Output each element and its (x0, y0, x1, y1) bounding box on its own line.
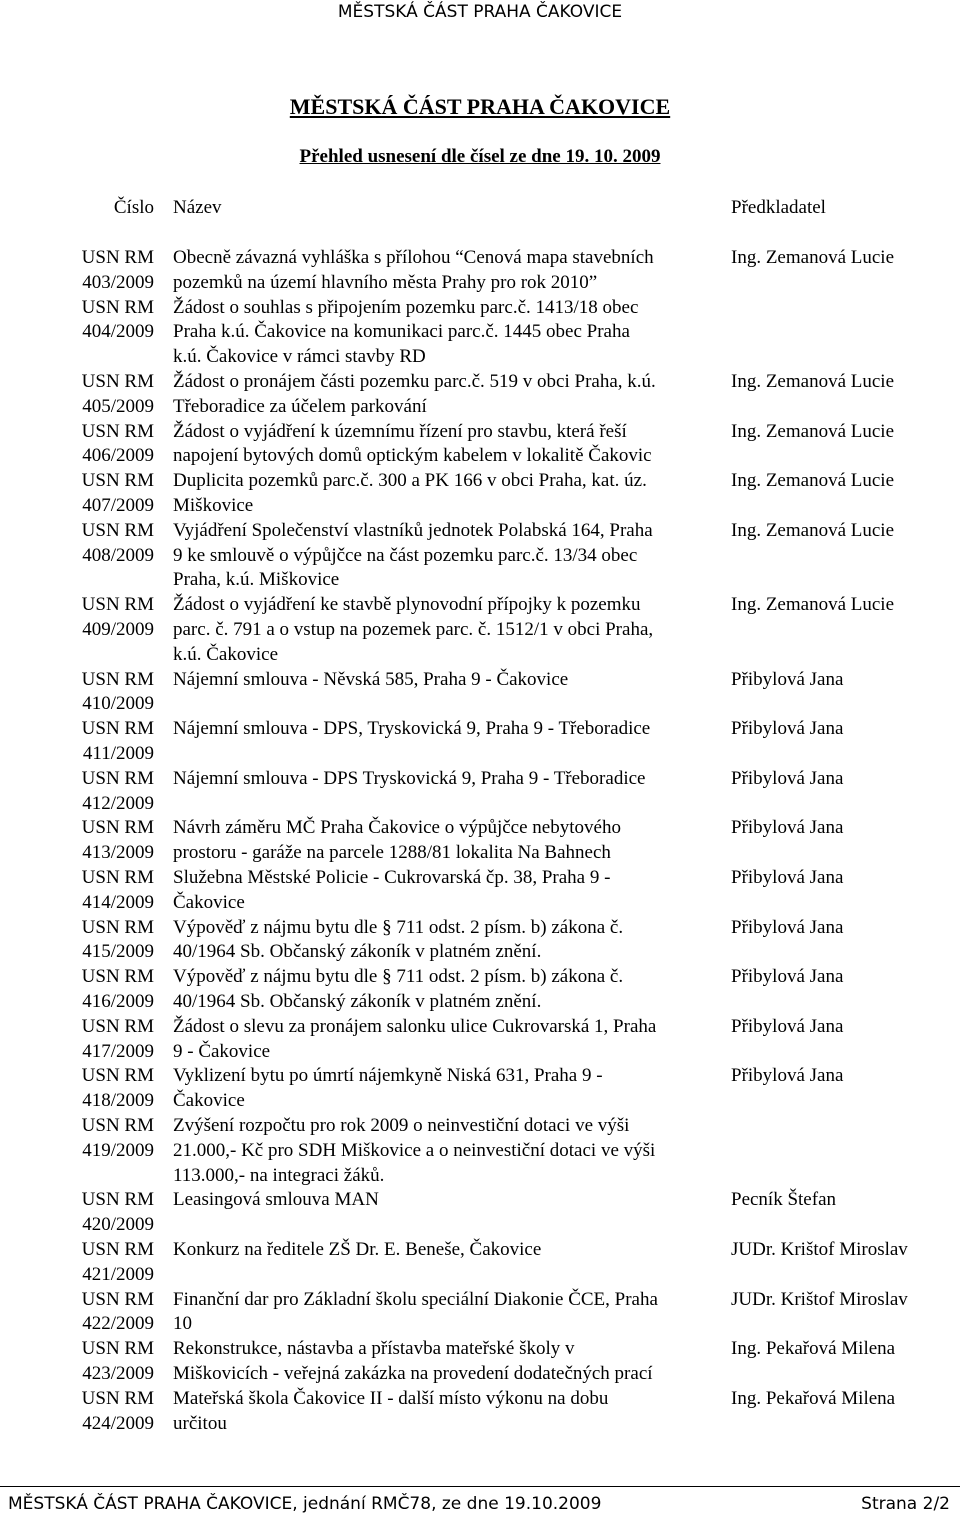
resolution-title (173, 296, 729, 370)
resolution-number (34, 1337, 154, 1387)
resolution-number-line: 422/2009 (82, 1313, 154, 1335)
resolution-title (173, 816, 729, 866)
resolution-title (173, 1238, 729, 1263)
resolution-number-line: USN RM (81, 817, 154, 839)
resolution-title-line: napojení bytových domů optickým kabelem v lokalitě Čakovic (173, 445, 652, 467)
resolution-title-line: Čakovice (173, 1090, 245, 1112)
resolution-title (173, 1064, 729, 1114)
resolution-presenter: Ing. Zemanová Lucie (731, 470, 895, 492)
resolution-title-line: 10 (173, 1313, 192, 1335)
resolution-title-line: určitou (173, 1412, 227, 1434)
resolution-title (173, 1114, 729, 1188)
resolution-title-line: k.ú. Čakovice (173, 643, 279, 665)
resolution-presenter: Přibylová Jana (731, 867, 844, 888)
resolution-number-line: USN RM (81, 420, 154, 442)
resolution-presenter: Ing. Zemanová Lucie (731, 371, 895, 392)
resolution-title-line: Vyjádření Společenství vlastníků jednotek Polabská 164, Praha (173, 519, 653, 541)
resolution-number (34, 816, 154, 866)
resolution-number (34, 469, 154, 519)
resolution-number-line: USN RM (81, 1015, 154, 1037)
footer-left: MĚSTSKÁ ČÁST PRAHA ČAKOVICE, jednání RMČ78, ze dne 19.10.2009 (8, 1494, 602, 1514)
resolution-number-line: USN RM (81, 1338, 154, 1360)
resolution-title-line: Rekonstrukce, nástavba a přístavba mateřské školy v (173, 1338, 575, 1360)
resolution-title-line: 9 - Čakovice (173, 1040, 271, 1062)
resolution-number-line: USN RM (81, 470, 154, 492)
resolution-number-line: 404/2009 (82, 321, 154, 343)
column-header-presenter: Předkladatel (731, 197, 826, 218)
resolution-presenter: Ing. Zemanová Lucie (731, 594, 895, 616)
resolution-presenter: Pecník Štefan (731, 1189, 837, 1211)
resolution-presenter: Přibylová Jana (731, 1015, 844, 1037)
resolution-title-line: Žádost o slevu za pronájem salonku ulice Cukrovarská 1, Praha (173, 1015, 657, 1037)
resolution-number-line: 408/2009 (82, 544, 154, 566)
resolution-number (34, 866, 154, 916)
resolution-title-line: Nájemní smlouva - DPS, Tryskovická 9, Praha 9 - Třeboradice (173, 718, 651, 740)
resolution-title (173, 668, 729, 693)
resolution-number (34, 1114, 154, 1164)
resolution-title-line: 113.000,- na integraci žáků. (173, 1164, 385, 1186)
resolution-number-line: USN RM (81, 594, 154, 616)
resolution-presenter: Přibylová Jana (731, 718, 844, 740)
resolution-title-line: Výpověď z nájmu bytu dle § 711 odst. 2 písm. b) zákona č. (173, 916, 624, 938)
resolution-title (173, 717, 729, 742)
resolution-title-line: Žádost o vyjádření k územnímu řízení pro stavbu, která řeší (173, 420, 627, 442)
resolution-presenter: Přibylová Jana (731, 767, 844, 789)
resolution-title (173, 469, 729, 519)
resolution-number-line: USN RM (81, 247, 154, 268)
resolution-number-line: 411/2009 (82, 742, 154, 764)
resolution-title-line: Obecně závazná vyhláška s přílohou “Cenová mapa stavebních (173, 247, 654, 268)
resolution-title (173, 866, 729, 916)
resolution-title-line: prostoru - garáže na parcele 1288/81 lokalita Na Bahnech (173, 842, 611, 864)
column-header-number: Číslo (113, 197, 154, 218)
resolution-title-line: parc. č. 791 a o vstup na pozemek parc. č. 1512/1 v obci Praha, (173, 618, 654, 640)
resolution-number-line: USN RM (81, 668, 154, 690)
resolution-number-line: USN RM (81, 296, 154, 318)
resolution-number (34, 370, 154, 420)
resolution-number-line: 418/2009 (82, 1090, 154, 1112)
resolution-title-line: Žádost o vyjádření ke stavbě plynovodní přípojky k pozemku (173, 594, 641, 616)
resolution-title-line: 9 ke smlouvě o výpůjčce na část pozemku parc.č. 13/34 obec (173, 544, 638, 566)
resolution-title-line: Konkurz na ředitele ZŠ Dr. E. Beneše, Čakovice (173, 1239, 542, 1260)
resolution-title (173, 420, 729, 470)
resolution-title-line: Služebna Městské Policie - Cukrovarská čp. 38, Praha 9 - (173, 867, 611, 888)
resolution-title-line: Finanční dar pro Základní školu speciální Diakonie ČCE, Praha (173, 1288, 658, 1310)
resolution-title (173, 1015, 729, 1065)
resolution-presenter: Přibylová Jana (731, 668, 844, 690)
resolution-presenter: Ing. Zemanová Lucie (731, 247, 895, 268)
resolution-title-line: Duplicita pozemků parc.č. 300 a PK 166 v obci Praha, kat. úz. (173, 470, 647, 492)
resolution-title-line: Miškovicích - veřejná zakázka na provedení dodatečných prací (173, 1362, 653, 1384)
resolution-presenter: Ing. Pekařová Milena (731, 1387, 896, 1409)
resolution-title (173, 1188, 729, 1213)
resolution-title-line: Vyklizení bytu po úmrtí nájemkyně Niská 631, Praha 9 - (173, 1065, 603, 1087)
resolution-number-line: 417/2009 (82, 1040, 154, 1062)
resolution-title-line: pozemků na území hlavního města Prahy pro rok 2010” (173, 271, 598, 293)
resolution-title-line: Návrh záměru MČ Praha Čakovice o výpůjčce nebytového (173, 817, 621, 839)
resolution-number-line: 414/2009 (82, 891, 154, 913)
resolution-title (173, 519, 729, 593)
resolution-title-line: k.ú. Čakovice v rámci stavby RD (173, 346, 426, 368)
resolution-presenter: Ing. Zemanová Lucie (731, 519, 895, 541)
resolution-title (173, 1288, 729, 1338)
resolution-number (34, 1064, 154, 1114)
resolution-presenter: Přibylová Jana (731, 966, 844, 988)
resolution-title-line: Výpověď z nájmu bytu dle § 711 odst. 2 písm. b) zákona č. (173, 966, 624, 988)
resolution-number-line: USN RM (81, 1115, 154, 1136)
resolution-number-line: USN RM (81, 916, 154, 938)
resolution-number-line: 412/2009 (82, 792, 154, 814)
resolution-number-line: USN RM (81, 1189, 154, 1211)
resolution-number-line: 403/2009 (82, 271, 154, 293)
footer-page-number: Strana 2/2 (861, 1494, 950, 1514)
resolution-title (173, 965, 729, 1015)
resolution-number (34, 1387, 154, 1437)
resolution-title-line: Praha k.ú. Čakovice na komunikaci parc.č. 1445 obec Praha (173, 321, 630, 343)
resolution-number-line: 407/2009 (82, 494, 154, 516)
resolution-number (34, 1238, 154, 1288)
resolution-number-line: 423/2009 (82, 1362, 154, 1384)
resolution-title (173, 246, 729, 296)
resolution-title-line: 40/1964 Sb. Občanský zákoník v platném znění. (173, 941, 542, 963)
resolution-number (34, 668, 154, 718)
resolution-number-line: 415/2009 (82, 941, 154, 963)
resolution-number-line: USN RM (81, 1288, 154, 1310)
resolution-number-line: USN RM (81, 966, 154, 988)
resolution-title-line: Žádost o pronájem části pozemku parc.č. 519 v obci Praha, k.ú. (173, 371, 656, 392)
resolution-title (173, 1337, 729, 1387)
resolution-number-line: USN RM (81, 718, 154, 740)
resolution-presenter: Ing. Pekařová Milena (731, 1338, 896, 1360)
resolution-number-line: 416/2009 (82, 990, 154, 1012)
resolution-title-line: Mateřská škola Čakovice II - další místo výkonu na dobu (173, 1387, 609, 1409)
resolution-number-line: 424/2009 (82, 1412, 154, 1434)
resolution-presenter: JUDr. Krištof Miroslav (731, 1288, 908, 1310)
resolution-number-line: 409/2009 (82, 618, 154, 640)
resolution-presenter: Přibylová Jana (731, 817, 844, 839)
resolution-title-line: Nájemní smlouva - DPS Tryskovická 9, Praha 9 - Třeboradice (173, 767, 646, 789)
resolution-title-line: Leasingová smlouva MAN (173, 1189, 379, 1211)
resolution-number-line: USN RM (81, 1387, 154, 1409)
resolution-number (34, 519, 154, 569)
resolution-number-line: 410/2009 (82, 693, 154, 715)
resolution-title (173, 1387, 729, 1437)
resolution-title-line: Třeboradice za účelem parkování (173, 395, 427, 417)
resolution-number-line: 421/2009 (82, 1263, 154, 1285)
resolution-number (34, 767, 154, 817)
resolution-title-line: Praha, k.ú. Miškovice (173, 569, 340, 591)
resolution-title-line: Žádost o souhlas s připojením pozemku parc.č. 1413/18 obec (173, 296, 639, 318)
resolution-number (34, 420, 154, 470)
resolution-title (173, 593, 729, 667)
resolution-presenter: Přibylová Jana (731, 1065, 844, 1087)
resolution-number-line: 420/2009 (82, 1214, 154, 1236)
resolution-title-line: 40/1964 Sb. Občanský zákoník v platném znění. (173, 990, 542, 1012)
resolution-presenter: JUDr. Krištof Miroslav (731, 1239, 908, 1260)
resolution-number-line: 413/2009 (82, 842, 154, 864)
resolution-presenter: Přibylová Jana (731, 916, 844, 938)
resolution-title-line: Zvýšení rozpočtu pro rok 2009 o neinvestiční dotaci ve výši (173, 1115, 630, 1136)
resolution-number-line: 419/2009 (82, 1139, 154, 1161)
resolution-title-line: Miškovice (173, 494, 254, 516)
resolution-number-line: USN RM (81, 1239, 154, 1260)
resolution-presenter: Ing. Zemanová Lucie (731, 420, 895, 442)
resolution-title-line: 21.000,- Kč pro SDH Miškovice a o neinvestiční dotaci ve výši (173, 1139, 656, 1161)
resolution-number (34, 1288, 154, 1338)
page-footer (8, 1494, 950, 1514)
resolution-title-line: Čakovice (173, 891, 245, 913)
resolution-number (34, 1015, 154, 1065)
footer-divider (0, 1486, 960, 1487)
resolution-title-line: Nájemní smlouva - Něvská 585, Praha 9 - Čakovice (173, 668, 569, 690)
resolution-number-line: 405/2009 (82, 395, 154, 417)
resolution-title (173, 370, 729, 420)
resolution-number-line: USN RM (81, 519, 154, 541)
page-header: MĚSTSKÁ ČÁST PRAHA ČAKOVICE (337, 2, 623, 22)
resolution-number (34, 717, 154, 767)
resolution-number (34, 1188, 154, 1238)
resolution-number-line: USN RM (81, 1065, 154, 1087)
resolution-number (34, 965, 154, 1015)
resolution-number (34, 246, 154, 296)
resolution-number-line: 406/2009 (82, 445, 154, 467)
resolution-title (173, 916, 729, 966)
column-header-name: Název (173, 197, 222, 218)
resolution-number-line: USN RM (81, 371, 154, 392)
resolution-number-line: USN RM (81, 767, 154, 789)
resolution-number (34, 296, 154, 346)
document-subtitle: Přehled usnesení dle čísel ze dne 19. 10. 2009 (299, 146, 661, 167)
document-title: MĚSTSKÁ ČÁST PRAHA ČAKOVICE (289, 94, 671, 119)
resolution-number (34, 916, 154, 966)
resolution-number-line: USN RM (81, 867, 154, 888)
resolution-number (34, 593, 154, 643)
resolution-title (173, 767, 729, 792)
